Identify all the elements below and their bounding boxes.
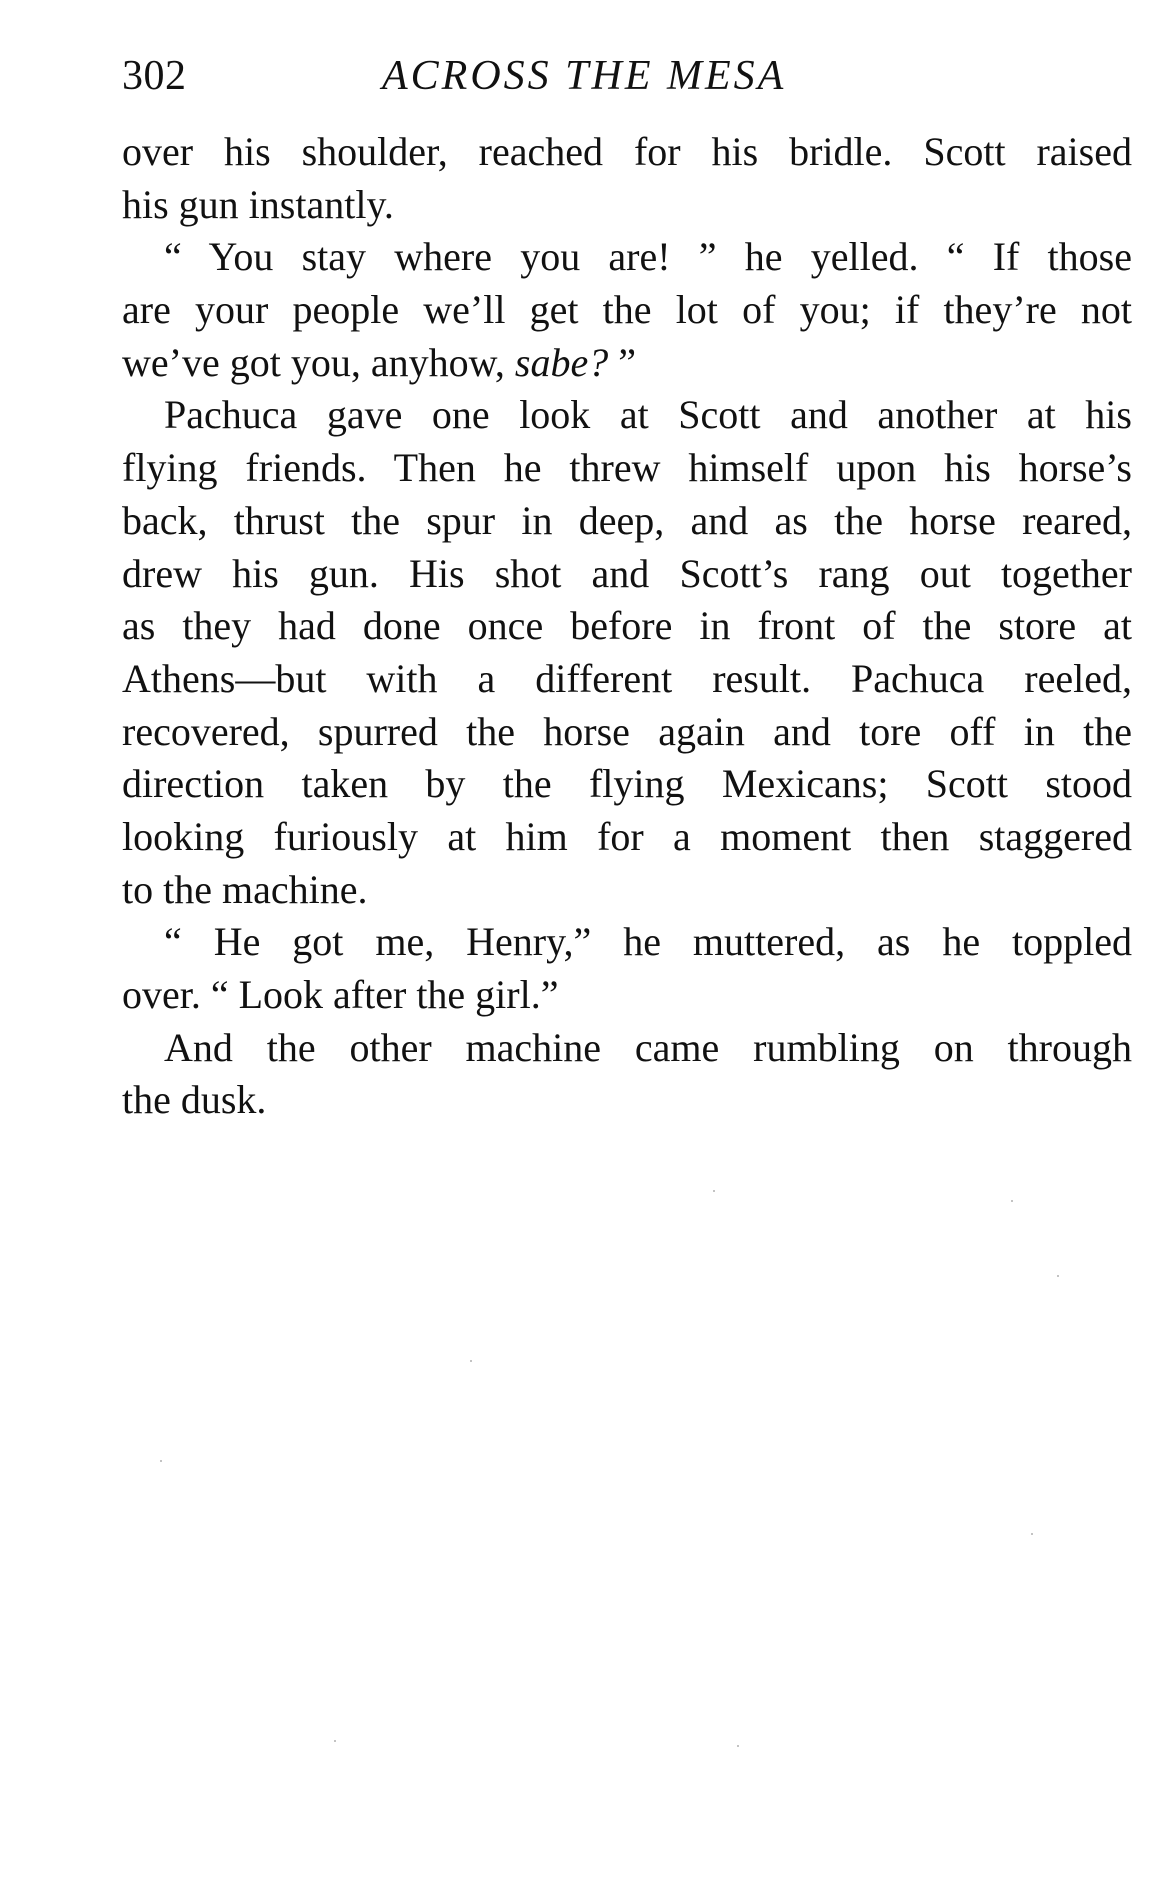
text-line-start: we’ve got you, anyhow, — [122, 339, 515, 385]
paper-speck — [737, 1745, 739, 1747]
italic-word: sabe? — [514, 339, 609, 385]
text-line: his gun instantly. — [122, 181, 394, 227]
text-line: drew his gun. His shot and Scott’s rang out together — [122, 550, 1132, 596]
text-line: back, thrust the spur in deep, and as the horse reared, — [122, 497, 1132, 543]
text-line: looking furiously at him for a moment then staggered — [122, 813, 1132, 859]
paper-speck — [334, 1740, 336, 1742]
text-line: to the machine. — [122, 866, 368, 912]
paper-speck — [1011, 1200, 1013, 1202]
paper-speck — [470, 1360, 472, 1362]
paper-speck — [160, 1460, 162, 1462]
page-number: 302 — [122, 53, 187, 99]
text-line: recovered, spurred the horse again and tore off in the — [122, 708, 1132, 754]
text-line: direction taken by the flying Mexicans; Scott stood — [122, 761, 1132, 807]
text-line: as they had done once before in front of the store at — [122, 603, 1132, 649]
text-line: are your people we’ll get the lot of you; if they’re not — [122, 287, 1132, 333]
running-title: ACROSS THE MESA — [382, 53, 787, 99]
text-line: the dusk. — [122, 1077, 267, 1123]
text-line: Athens—but with a different result. Pachuca reeled, — [122, 655, 1132, 701]
text-line: And the other machine came rumbling on through — [164, 1024, 1132, 1070]
paper-speck — [1057, 1275, 1059, 1277]
text-line: over. “ Look after the girl.” — [122, 972, 559, 1017]
running-head — [122, 48, 1132, 104]
text-line: flying friends. Then he threw himself upon his horse’s — [122, 445, 1132, 491]
closing-quote: ” — [608, 339, 636, 385]
text-line: over his shoulder, reached for his bridle. Scott raised — [122, 129, 1132, 174]
paper-speck — [1031, 1533, 1033, 1535]
text-line — [122, 337, 1132, 390]
text-line: “ He got me, Henry,” he muttered, as he toppled — [164, 919, 1132, 965]
text-line: “ You stay where you are! ” he yelled. “ If those — [164, 234, 1132, 280]
paper-speck — [713, 1190, 715, 1192]
text-line: Pachuca gave one look at Scott and another at his — [164, 392, 1132, 438]
body-text — [122, 126, 1132, 1127]
